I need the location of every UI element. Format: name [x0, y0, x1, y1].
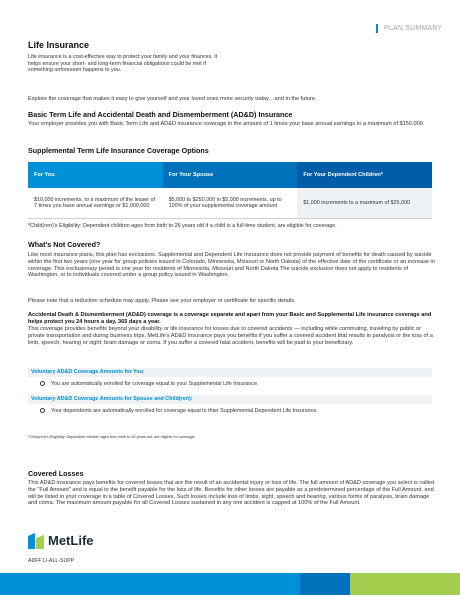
intro-text: Life insurance is a cost-effective way to protect your family and your finances. It helps ensure your short- and long-term financial obligations could be met if something unforeseen happens to you.	[28, 54, 218, 73]
coverage-options-table	[28, 162, 432, 219]
voluntary-spouse-text: Your dependents are automatically enrolled for coverage equal to thier Supplemental Dependent Life Insurance.	[51, 408, 318, 414]
bullet-icon	[40, 381, 45, 386]
covered-losses-text: This AD&D insurance pays benefits for covered losses that are the result of an accidental injury or loss of life. The full amount of AD&D coverage you select is called the "Full Amount" and is equal to the benefit payable for the loss of life. Benefits for other losses are payable as a predetermined percentage of the Full Amount, and will be listed in your coverage in a table of Covered Losses. Such losses include loss of limbs, sight, speech and hearing, various forms of paralysis, brain damage and coma. The maximum amount payable for all Covered Losses sustained in any one accident is capped at 100% of the Full Amount.	[28, 480, 434, 507]
footer-bar-blue	[0, 573, 300, 595]
voluntary-spouse-label: Voluntary AD&D Coverage Amounts for Spouse and Child(ren):	[28, 395, 432, 404]
plan-summary-tag: PLAN SUMMARY	[376, 24, 442, 33]
cell-spouse: $5,000 to $250,000 in $5,000 increments, up to 100% of your supplemental coverage amount	[163, 188, 298, 219]
cell-children: $1,000 increments to a maximum of $25,000	[297, 188, 432, 219]
table-row	[28, 188, 432, 219]
page-title: Life Insurance	[28, 40, 90, 50]
footnote: *Child(ren)'s Eligibility: Dependent children ages from birth to 26 years old, are eligible for coverage.	[28, 435, 196, 439]
column-header-children: For Your Dependent Children*	[297, 162, 432, 188]
metlife-logo-icon	[28, 533, 44, 549]
column-header-you: For You	[28, 162, 163, 188]
supplemental-heading: Supplemental Term Life Insurance Coverage Options	[28, 146, 209, 155]
explore-text: Explore the coverage that makes it easy to give yourself and your loved ones more security today…and in the future.	[28, 96, 317, 102]
metlife-logo	[28, 532, 94, 550]
list-item	[40, 408, 318, 414]
basic-text: Your employer provides you with Basic Term Life and AD&D insurance coverage in the amount of 1 times your base annual earnings to a maximum of $150,000.	[28, 121, 425, 127]
add-description: This coverage provides benefits beyond your disability or life insurance for losses due to covered accidents — including while commuting, traveling by public or private transportation and during business trips. MetLife's AD&D insurance pays you benefits if you suffer a covered accident that results in paralysis or the loss of a limb, speech, hearing or sight; brain damage or coma. If you suffer a covered fatal accident, benefits will be paid to your beneficiary.	[28, 326, 433, 346]
covered-losses-heading: Covered Losses	[28, 469, 84, 478]
column-header-spouse: For Your Spouse	[163, 162, 298, 188]
not-covered-heading: What's Not Covered?	[28, 240, 101, 249]
voluntary-you-label: Voluntary AD&D Coverage Amounts for You:	[28, 368, 432, 377]
footer-bar-darkblue	[300, 573, 350, 595]
footer-bar-green	[350, 573, 460, 595]
brand-name: MetLife	[48, 533, 94, 549]
cell-you: $10,000 increments, to a maximum of the lesser of 7 times you base annual earnings or $1,000,000	[28, 188, 163, 219]
children-eligibility-note: *Child(ren)'s Eligibility: Dependent children ages from birth to 26 years old if a child is a full-time student, are eligible for coverage.	[28, 223, 337, 229]
reduction-text: Please note that a reduction schedule may apply. Please see your employer or certificate for specific details.	[28, 298, 296, 304]
voluntary-you-text: You are automatically enrolled for coverage equal to your Supplemental Life Insurance.	[51, 381, 259, 387]
add-intro-bold: Accidental Death & Dismemberment (AD&D) coverage is a coverage separate and apart from your Basic and Supplemental Life insurance coverage and helps protect you 24 hours a day, 365 days a year.	[28, 312, 432, 325]
exclusions-text: Like most insurance plans, this plan has exclusions. Supplemental and Dependent Life Insurance does not provide payment of benefits for death caused by suicide within the first two years (one year for group policies issued in Colorado, Minnesota, Missouri or North Dakota) of the effective date of the certificate or an increase in coverage. This exclusionary period is one year for residents of Minnesota, Missouri and North Dakota The suicide exclusion does not apply to residents of Washington, or to individuals covered under a group policy issued in Washington.	[28, 252, 435, 279]
basic-heading: Basic Term Life and Accidental Death and Dismemberment (AD&D) Insurance	[28, 110, 293, 119]
document-code: ADFF LI-ALL-SUPP	[28, 558, 75, 564]
bullet-icon	[40, 408, 45, 413]
list-item	[40, 381, 258, 387]
